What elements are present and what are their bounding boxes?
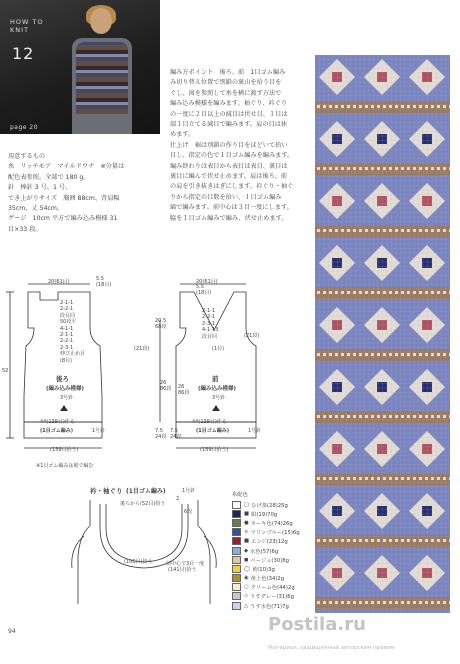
back-subtitle: (編み込み模様): [46, 386, 85, 392]
chart-dot: [365, 415, 368, 418]
chart-dot: [365, 601, 368, 604]
chart-dot: [323, 353, 326, 356]
chart-dot: [383, 415, 386, 418]
watermark-brand: Postila.ru: [268, 614, 366, 635]
back-hem-width: (139目拾う): [50, 447, 79, 453]
chart-motif-center: [332, 134, 342, 144]
chart-dot: [359, 601, 362, 604]
chart-dot: [431, 477, 434, 480]
front-hem-height: 7.5 24段: [170, 428, 182, 440]
front-body-height: 26 86段: [178, 384, 190, 396]
legend-item: [232, 574, 300, 583]
legend-swatch: [232, 565, 241, 573]
legend-label: 水色(57)6g: [250, 548, 279, 555]
front-hem-width: (139目拾う): [200, 447, 229, 453]
chart-dot: [377, 353, 380, 356]
chart-dot: [401, 477, 404, 480]
colorwork-chart: [315, 55, 450, 613]
chart-dot: [419, 353, 422, 356]
legend-symbol: △: [244, 602, 249, 609]
chart-dot: [419, 601, 422, 604]
chart-dot: [365, 105, 368, 108]
legend-item: [232, 509, 300, 518]
chart-dot: [395, 539, 398, 542]
back-needle: 3号針: [60, 395, 74, 401]
legend-swatch: [232, 519, 241, 527]
chart-dot: [413, 539, 416, 542]
legend-symbol: ◯: [244, 565, 250, 572]
watermark-note: Материал, защищенный авторским правом: [268, 645, 395, 651]
back-total-height: 52: [2, 368, 9, 374]
chart-dot: [437, 415, 440, 418]
chart-dot: [419, 539, 422, 542]
chart-dot: [395, 477, 398, 480]
legend-symbol: ◇: [244, 593, 249, 600]
front-center-note: (1目): [212, 346, 225, 352]
chart-dot: [383, 477, 386, 480]
chart-dot: [431, 353, 434, 356]
chart-dot: [329, 601, 332, 604]
chart-dot: [449, 105, 450, 108]
chart-dot: [377, 105, 380, 108]
chart-dot: [449, 415, 450, 418]
chart-dot: [359, 353, 362, 356]
legend-label: クリーム色(44)2g: [250, 585, 295, 592]
back-hem-height: 7.5 24段: [155, 428, 167, 440]
chart-dot: [401, 353, 404, 356]
page-reference: page 20: [10, 124, 39, 131]
chart-motif-center: [332, 506, 342, 516]
chart-motif-center: [377, 568, 387, 578]
chart-motif-center: [377, 134, 387, 144]
back-hem-needle: 1号針: [92, 428, 106, 434]
front-subtitle: (編み込み模様): [198, 386, 237, 392]
legend-item: [232, 528, 300, 537]
how-to-knit-label: HOW TO KNIT: [10, 18, 44, 34]
legend-item: [232, 555, 300, 564]
chart-dot: [323, 601, 326, 604]
yarn-color-legend: [232, 490, 300, 610]
collar-rows: 6段: [184, 509, 193, 515]
chart-dot: [437, 353, 440, 356]
legend-label: 紺(19)70g: [251, 511, 278, 518]
collar-front-neck: (106目)拾う: [124, 559, 153, 565]
chart-dot: [383, 353, 386, 356]
legend-swatch: [232, 547, 241, 555]
instructions-text: 編み方ポイント 後ろ、前 1目ゴム編み み切り替え位置で別鎖の裏山を拾う目を ぐし、図を参照して糸を横に渡す方法で 編み込み模様を編みます。袖ぐり、衿ぐり の一度に２目以上の減目は伏せ目、１目は 端１目立てる減目で編みます。肩の目は休 めます。 仕上げ 裾は別鎖の作り目をほどいて拾い 目し、指定の色で１目ゴム編みを編みます。 編み終わりは表目から表目は表目、裏目は 裏目に編んで伏せ止めます。肩は後ろ、前 の肩を引き抜きはぎにします。衿ぐり・袖ぐ りから指定の目数を拾い、１目ゴム編み 縞で編みます。前中心は３目一度にします。 脇を１目ゴム編みで編み、伏せ止めます。: [170, 69, 294, 222]
chart-dot: [449, 539, 450, 542]
legend-item: [232, 537, 300, 546]
chart-dot: [437, 601, 440, 604]
chart-dot: [437, 477, 440, 480]
legend-swatch: [232, 537, 241, 545]
chart-dot: [359, 415, 362, 418]
collar-subtitle: (1目ゴム編み): [126, 488, 166, 495]
chart-dot: [323, 539, 326, 542]
collar-back-neck: 後ろから(52目)拾う: [120, 501, 166, 507]
pattern-number: 12: [12, 44, 35, 63]
chart-dot: [431, 539, 434, 542]
chart-motif-center: [422, 72, 432, 82]
back-armhole: (21段): [134, 346, 150, 352]
legend-label: 黄土色(34)2g: [250, 576, 285, 583]
collar-center-note: 前中心で3目一度: [166, 561, 205, 567]
legend-label: ベージュ(30)8g: [250, 557, 289, 564]
legend-label: うす水色(71)7g: [250, 603, 289, 610]
chart-dot: [419, 105, 422, 108]
chart-dot: [401, 415, 404, 418]
legend-swatch: [232, 556, 241, 564]
legend-label: 黄(10)3g: [251, 566, 275, 573]
legend-label: うすグレー(31)6g: [250, 594, 295, 601]
chart-dot: [401, 105, 404, 108]
legend-label: カーキ色(74)26g: [250, 520, 293, 527]
chart-dot: [323, 415, 326, 418]
legend-item: [232, 518, 300, 527]
back-side-steps: 2-1-1 2-2-1 段目回 50段平 4-1-1 2-1-1 2-2-1 2-3-1 伸び止め目 (8目): [60, 300, 86, 364]
front-top-width: 20(61目): [196, 279, 218, 285]
chart-dot: [431, 105, 434, 108]
chart-dot: [359, 105, 362, 108]
chart-dot: [365, 353, 368, 356]
front-hem-label: (1目ゴム編み): [196, 428, 230, 434]
chart-dot: [413, 415, 416, 418]
chart-dot: [359, 539, 362, 542]
page-number: 94: [8, 628, 16, 635]
chart-motif-center: [332, 568, 342, 578]
chart-dot: [419, 415, 422, 418]
collar-depth: 2: [176, 496, 180, 502]
legend-swatch: [232, 574, 241, 582]
legend-symbol: ◼: [244, 556, 249, 563]
chart-dot: [329, 539, 332, 542]
chart-dot: [377, 477, 380, 480]
chart-motif-center: [377, 444, 387, 454]
legend-swatch: [232, 501, 241, 509]
chart-dot: [341, 477, 344, 480]
chart-motif-center: [332, 196, 342, 206]
chart-dot: [323, 105, 326, 108]
legend-symbol: ◉: [244, 575, 249, 582]
front-shoulder: 5.5 (18目): [196, 284, 212, 296]
chart-dot: [341, 415, 344, 418]
front-needle: 3号針: [212, 395, 226, 401]
chart-dot: [347, 539, 350, 542]
chart-dot: [419, 477, 422, 480]
legend-item: [232, 500, 300, 509]
chart-dot: [395, 601, 398, 604]
chart-motif-center: [422, 134, 432, 144]
chart-dot: [377, 415, 380, 418]
chart-dot: [437, 539, 440, 542]
chart-dot: [413, 105, 416, 108]
legend-symbol: ●: [244, 519, 249, 526]
legend-label: エンジ(23)12g: [251, 539, 288, 546]
back-shoulder: 5.5 (18目): [96, 276, 112, 288]
footnote: ※1目ゴム編みは裾で編む: [36, 463, 94, 469]
legend-title: 糸配色: [232, 492, 248, 498]
chart-dot: [347, 477, 350, 480]
chart-dot: [347, 105, 350, 108]
chart-motif-center: [422, 568, 432, 578]
chart-dot: [341, 601, 344, 604]
chart-motif-center: [377, 506, 387, 516]
chart-dot: [383, 105, 386, 108]
legend-item: [232, 546, 300, 555]
chart-dot: [365, 539, 368, 542]
chart-dot: [347, 601, 350, 604]
chart-motif-center: [332, 444, 342, 454]
chart-dot: [401, 539, 404, 542]
front-hem-needle: 1号針: [248, 428, 262, 434]
chart-dot: [329, 415, 332, 418]
chart-dot: [341, 353, 344, 356]
chart-dot: [323, 477, 326, 480]
chart-motif-center: [377, 72, 387, 82]
collar-needle: 1号針: [182, 488, 196, 494]
chart-dot: [413, 601, 416, 604]
legend-swatch: [232, 528, 241, 536]
legend-symbol: ◆: [244, 547, 249, 554]
legend-swatch: [232, 592, 241, 600]
chart-dot: [449, 353, 450, 356]
chart-dot: [359, 477, 362, 480]
chart-dot: [377, 601, 380, 604]
chart-dot: [431, 601, 434, 604]
chart-dot: [365, 477, 368, 480]
chart-dot: [401, 601, 404, 604]
chart-motif-center: [377, 196, 387, 206]
chart-dot: [437, 105, 440, 108]
back-bottom-width: 44(139目)作る: [40, 419, 75, 425]
legend-symbol: ■: [244, 538, 250, 545]
back-side-height: 26 86段: [160, 380, 172, 392]
collar-diagram: [70, 496, 220, 606]
chart-dot: [329, 353, 332, 356]
legend-symbol: ■: [244, 510, 250, 517]
chart-dot: [395, 353, 398, 356]
chart-dot: [341, 539, 344, 542]
chart-dot: [383, 539, 386, 542]
front-neck-steps: 2-1-1 2-2-1 2-3-1 4-1-13 段目回: [202, 308, 219, 340]
chart-dot: [383, 601, 386, 604]
chart-dot: [347, 415, 350, 418]
chart-dot: [395, 415, 398, 418]
chart-dot: [395, 105, 398, 108]
chart-dot: [377, 539, 380, 542]
model-figure: [72, 8, 132, 134]
front-title: 前: [212, 375, 219, 383]
chart-dot: [413, 477, 416, 480]
back-title: 後ろ: [56, 375, 69, 383]
collar-title: 衿・袖ぐり: [90, 487, 123, 495]
legend-item: [232, 583, 300, 592]
back-armhole-height: 20.5 68段: [155, 318, 167, 330]
chart-dot: [329, 477, 332, 480]
chart-dot: [431, 415, 434, 418]
legend-symbol: ○: [244, 584, 249, 591]
collar-width: (141目)拾う: [168, 567, 197, 573]
chart-dot: [341, 105, 344, 108]
front-armhole: (21段): [244, 333, 260, 339]
chart-dot: [413, 353, 416, 356]
chart-motif-center: [332, 72, 342, 82]
back-top-width: 20(61目): [48, 279, 70, 285]
legend-label: ひげ茶(28)25g: [251, 502, 288, 509]
chart-dot: [449, 477, 450, 480]
legend-symbol: ×: [244, 529, 249, 536]
materials-text: 用意するもの 糸 リッチモア マイルドウナ ※分量は 配色表参照。全部で 180 g。 針 棒針 3 号、1 号。 でき上がりサイズ 胸囲 88cm、背肩幅 35cm、丈 54cm。 ゲージ 10cm 平方で編み込み模様 31 目×33 段。: [8, 153, 125, 233]
chart-motif-center: [422, 444, 432, 454]
legend-item: [232, 592, 300, 601]
chart-dot: [449, 601, 450, 604]
legend-swatch: [232, 602, 241, 610]
chart-dot: [347, 353, 350, 356]
legend-swatch: [232, 510, 241, 518]
chart-dot: [329, 105, 332, 108]
legend-label: マリンブルー(15)6g: [250, 530, 300, 537]
front-bottom-width: 44(139目)作る: [192, 419, 227, 425]
legend-swatch: [232, 583, 241, 591]
chart-motif-center: [422, 506, 432, 516]
legend-item: [232, 601, 300, 610]
model-photo: [0, 0, 160, 134]
back-hem-label: (1目ゴム編み): [40, 428, 74, 434]
legend-symbol: □: [244, 501, 250, 508]
chart-motif-center: [422, 196, 432, 206]
legend-item: [232, 564, 300, 573]
